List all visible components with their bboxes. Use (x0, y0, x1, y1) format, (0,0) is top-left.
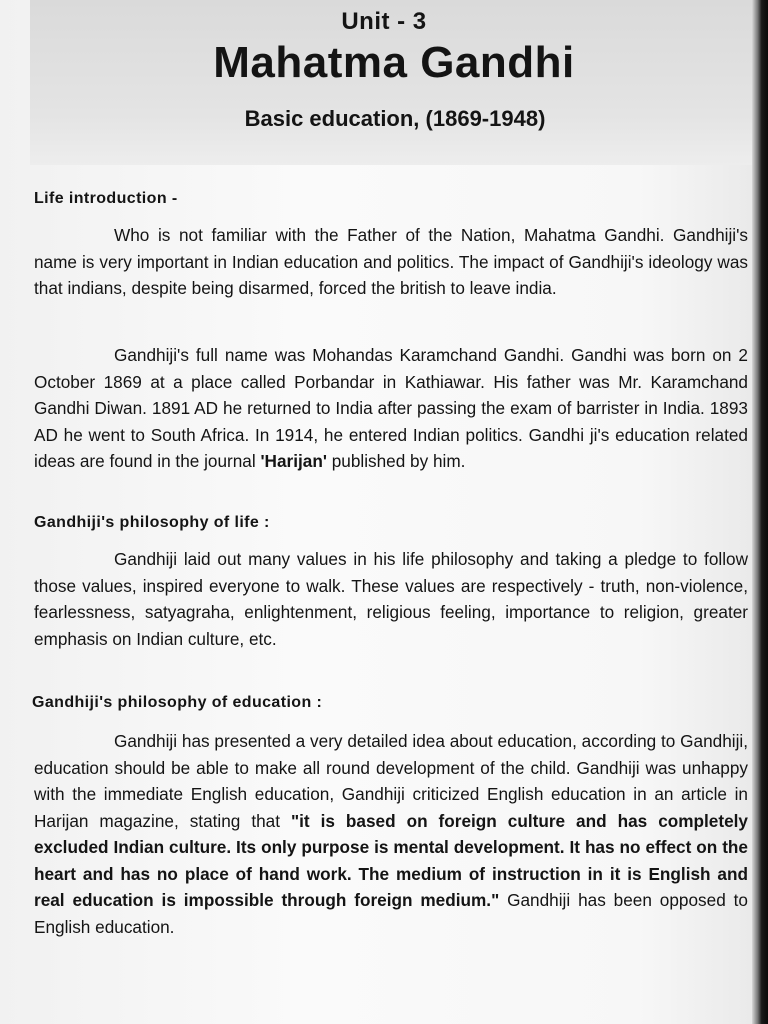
paragraph-philosophy-of-life: Gandhiji laid out many values in his life philosophy and taking a pledge to follow those values, inspired everyone to walk. These values are respectively - truth, non-violence, fearlessness, satyagraha, enlightenment, religious feeling, importance to religion, greater emphasis on Indian culture, etc. (34, 549, 748, 649)
paragraph-life-intro-2-tail: published by him. (326, 451, 466, 471)
heading-philosophy-of-life: Gandhiji's philosophy of life : (34, 514, 270, 531)
paragraph-life-intro-2 (34, 342, 748, 475)
paragraph-life-intro-1: Who is not familiar with the Father of the Nation, Mahatma Gandhi. Gandhiji's name is very important in Indian education and politics. The impact of Gandhiji's ideology was that indians, despite being disarmed, forced the british to leave india. (34, 225, 748, 298)
page-title: Mahatma Gandhi (213, 38, 575, 87)
journal-name: 'Harijan' (260, 451, 327, 471)
paragraph-life-intro-2-text: Gandhiji's full name was Mohandas Karamchand Gandhi. Gandhi was born on 2 October 1869 at a place called Porbandar in Kathiawar. His father was Mr. Karamchand Gandhi Diwan. 1891 AD he returned to India after passing the exam of barrister in India. 1893 AD he went to South Africa. In 1914, he entered Indian politics. Gandhi ji's education related ideas are found in the journal (34, 345, 748, 471)
heading-life-introduction: Life introduction - (34, 190, 178, 207)
book-spine-shadow (752, 0, 768, 1024)
gandhi-quote: "it is based on foreign culture and has completely excluded Indian culture. Its only purpose is mental development. It has no effect on the heart and has no place of hand work. The medium of instruction in it is English and real education is impossible through foreign medium." (34, 810, 748, 910)
unit-label: Unit - 3 (341, 8, 427, 35)
heading-philosophy-of-education: Gandhiji's philosophy of education : (32, 694, 323, 711)
page-subtitle: Basic education, (1869-1948) (244, 106, 546, 131)
paragraph-philosophy-of-education (34, 728, 748, 940)
paragraph-education-tail: Gandhiji has been opposed to English education. (34, 890, 748, 937)
paragraph-education-text: Gandhiji has presented a very detailed idea about education, according to Gandhiji, education should be able to make all round development of the child. Gandhiji was unhappy with the immediate English education, Gandhiji criticized English education in an article in Harijan magazine, stating that (34, 731, 748, 831)
